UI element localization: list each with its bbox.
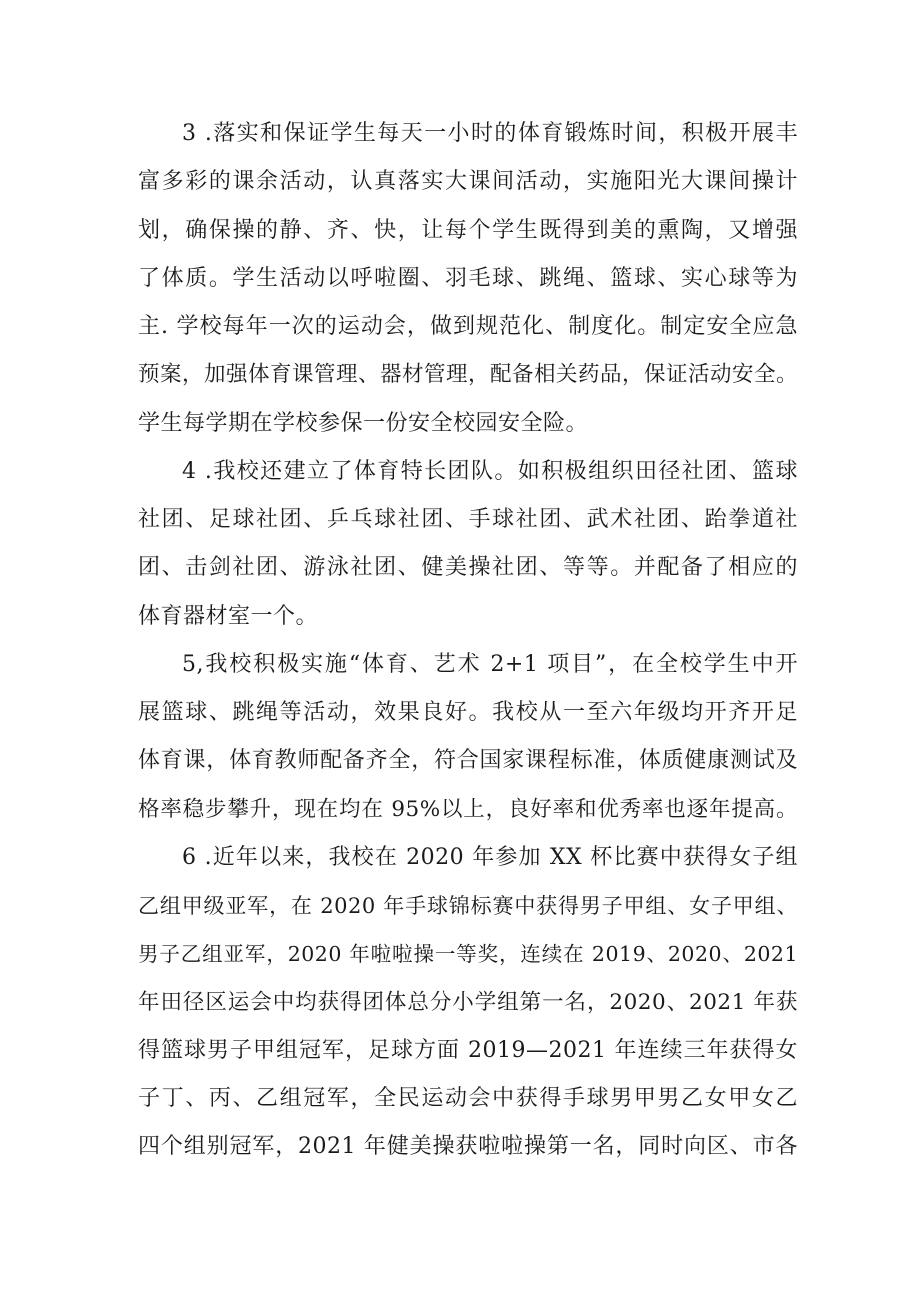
text-line: 4 .我校还建立了体育特长团队。如积极组织田径社团、篮球 [182, 459, 798, 484]
text-line: 了体质。学生活动以呼啦圈、羽毛球、跳绳、篮球、实心球等为 [138, 266, 798, 291]
text-line: 6 .近年以来，我校在 2020 年参加 XX 杯比赛中获得女子组 [182, 845, 798, 870]
text-line: 展篮球、跳绳等活动，效果良好。我校从一至六年级均开齐开足 [138, 700, 798, 725]
text-line: 男子乙组亚军，2020 年啦啦操一等奖，连续在 2019、2020、2021 [138, 942, 798, 966]
text-line: 乙组甲级亚军，在 2020 年手球锦标赛中获得男子甲组、女子甲组、 [138, 894, 798, 918]
text-line: 社团、足球社团、乒乓球社团、手球社团、武术社团、跆拳道社 [138, 507, 798, 532]
text-line: 子丁、丙、乙组冠军，全民运动会中获得手球男甲男乙女甲女乙 [138, 1086, 798, 1111]
text-line: 四个组别冠军，2021 年健美操获啦啦操第一名，同时向区、市各 [138, 1134, 798, 1159]
text-line: 富多彩的课余活动，认真落实大课间活动，实施阳光大课间操计 [138, 169, 798, 194]
text-line: 年田径区运会中均获得团体总分小学组第一名，2020、2021 年获 [138, 990, 798, 1015]
text-line: 得篮球男子甲组冠军，足球方面 2019—2021 年连续三年获得女 [138, 1038, 798, 1063]
text-line: 划，确保操的静、齐、快，让每个学生既得到美的熏陶，又增强 [138, 218, 798, 243]
text-line: 3 .落实和保证学生每天一小时的体育锻炼时间，积极开展丰 [182, 121, 798, 146]
text-line: 5,我校积极实施“体育、艺术 2+1 项目”，在全校学生中开 [182, 652, 798, 677]
text-line: 预案，加强体育课管理、器材管理，配备相关药品，保证活动安全。 [138, 362, 799, 387]
text-line: 学生每学期在学校参保一份安全校园安全险。 [138, 411, 589, 436]
text-line: 体育器材室一个。 [138, 604, 319, 629]
text-line: 格率稳步攀升，现在均在 95%以上，良好率和优秀率也逐年提高。 [138, 797, 798, 822]
text-line: 体育课，体育教师配备齐全，符合国家课程标准，体质健康测试及 [138, 748, 798, 773]
text-line: 团、击剑社团、游泳社团、健美操社团、等等。并配备了相应的 [138, 555, 798, 580]
text-line: 主. 学校每年一次的运动会，做到规范化、制度化。制定安全应急 [138, 314, 798, 339]
